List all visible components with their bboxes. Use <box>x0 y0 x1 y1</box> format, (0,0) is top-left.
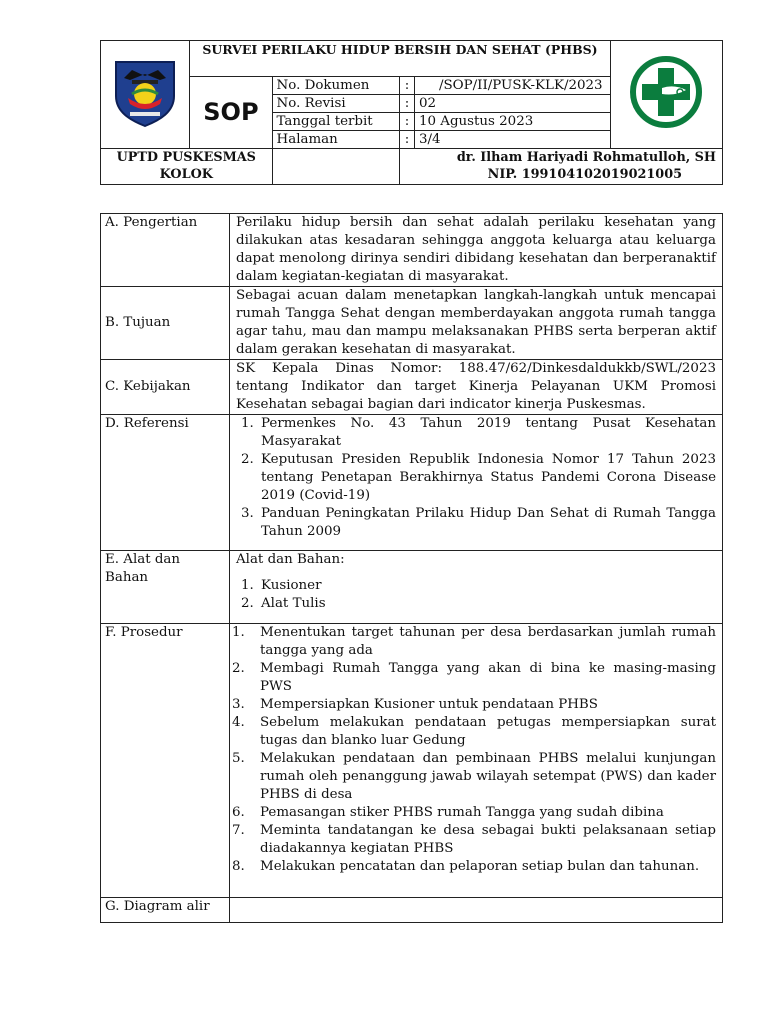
section-prosedur <box>101 624 723 898</box>
list-item: 1. Permenkes No. 43 Tahun 2019 tentang Pusat Kesehatan Masyarakat <box>241 416 716 449</box>
list-item: 2. Keputusan Presiden Republik Indonesia Nomor 17 Tahun 2023 tentang Penetapan Berakhirnya Status Pandemi Corona Disease 2019 (Covid-19) <box>241 452 716 503</box>
page-value: 3/4 <box>414 131 610 149</box>
section-text <box>230 360 723 415</box>
issue-date-label: Tanggal terbit <box>272 113 399 131</box>
page-label: Halaman <box>272 131 399 149</box>
section-label: C. Kebijakan <box>101 360 230 415</box>
section-text <box>230 415 723 551</box>
document-title: SURVEI PERILAKU HIDUP BERSIH DAN SEHAT (PHBS) <box>190 41 610 77</box>
section-text <box>230 214 723 287</box>
puskesmas-logo-cell <box>610 41 722 149</box>
diagram-area <box>230 898 723 923</box>
section-text <box>230 287 723 360</box>
doc-number-value: /SOP/II/PUSK-KLK/2023 <box>414 77 610 95</box>
section-alat <box>101 551 723 624</box>
list-item: 7. Meminta tandatangan ke desa sebagai bukti pelaksanaan setiap diadakannya kegiatan PHBS <box>232 823 716 856</box>
section-text <box>230 551 723 624</box>
section-label: D. Referensi <box>101 415 230 551</box>
section-label: B. Tujuan <box>101 287 230 360</box>
doc-number-colon: : <box>399 77 414 95</box>
issue-date-colon: : <box>399 113 414 131</box>
signature-block <box>399 149 722 185</box>
revision-value: 02 <box>414 95 610 113</box>
puskesmas-logo-icon <box>628 54 704 130</box>
list-item: 2. Alat Tulis <box>241 596 326 611</box>
revision-colon: : <box>399 95 414 113</box>
list-item: 6. Pemasangan stiker PHBS rumah Tangga yang sudah dibina <box>232 805 664 820</box>
regional-logo-cell <box>101 41 190 149</box>
reference-list <box>236 415 716 541</box>
alat-label: E. Alat dan Bahan <box>105 552 181 585</box>
list-item: 3. Panduan Peningkatan Prilaku Hidup Dan Sehat di Rumah Tangga Tahun 2009 <box>241 506 716 539</box>
pengertian-text: Perilaku hidup bersih dan sehat adalah perilaku kesehatan yang dilakukan atas kesadaran sehingga anggota keluarga atau keluarga dapat menolong dirinya sendiri dibidang kesehatan dan berperanaktif dalam kegiatan-kegiatan di masyarakat. <box>236 215 716 284</box>
section-referensi <box>101 415 723 551</box>
signer-nip: NIP. 199104102019021005 <box>487 167 682 182</box>
list-item: 1. Kusioner <box>241 578 322 593</box>
alat-list <box>236 577 716 613</box>
list-item: 4. Sebelum melakukan pendataan petugas mempersiapkan surat tugas dan blanko luar Gedung <box>232 715 716 748</box>
section-pengertian <box>101 214 723 287</box>
empty-cell <box>272 149 399 185</box>
sop-content-table <box>100 213 723 923</box>
sop-label: SOP <box>190 77 272 149</box>
section-kebijakan <box>101 360 723 415</box>
page-colon: : <box>399 131 414 149</box>
issue-date-value: 10 Agustus 2023 <box>414 113 610 131</box>
section-label: G. Diagram alir <box>101 898 230 923</box>
kebijakan-text: SK Kepala Dinas Nomor: 188.47/62/Dinkesdaldukkb/SWL/2023 tentang Indikator dan target Kinerja Pelayanan UKM Promosi Kesehatan sebagai bagian dari indicator kinerja Puskesmas. <box>236 361 716 412</box>
section-label <box>101 551 230 624</box>
tujuan-text: Sebagai acuan dalam menetapkan langkah-langkah untuk mencapai rumah Tangga Sehat dengan memberdayakan anggota rumah tangga agar tahu, mau dan mampu melaksanakan PHBS serta berperan aktif dalam gerakan kesehatan di masyarakat. <box>236 288 716 357</box>
section-label: F. Prosedur <box>101 624 230 898</box>
section-label: A. Pengertian <box>101 214 230 287</box>
list-item: 3. Mempersiapkan Kusioner untuk pendataan PHBS <box>232 697 598 712</box>
list-item: 5. Melakukan pendataan dan pembinaan PHBS melalui kunjungan rumah oleh penanggung jawab wilayah setempat (PWS) dan kader PHBS di desa <box>232 751 716 802</box>
signer-name: dr. Ilham Hariyadi Rohmatulloh, SH <box>456 150 716 165</box>
doc-number-label: No. Dokumen <box>272 77 399 95</box>
section-tujuan <box>101 287 723 360</box>
list-item: 8. Melakukan pencatatan dan pelaporan setiap bulan dan tahunan. <box>232 859 700 874</box>
list-item: 1. Menentukan target tahunan per desa berdasarkan jumlah rumah tangga yang ada <box>232 625 716 658</box>
organization-name: UPTD PUSKESMAS KOLOK <box>101 149 273 185</box>
list-item: 2. Membagi Rumah Tangga yang akan di bina ke masing-masing PWS <box>232 661 716 694</box>
alat-intro: Alat dan Bahan: <box>236 552 345 567</box>
revision-label: No. Revisi <box>272 95 399 113</box>
procedure-list <box>232 624 716 876</box>
regional-emblem-icon <box>110 56 180 128</box>
document-header <box>100 40 723 185</box>
section-text <box>230 624 723 898</box>
section-diagram <box>101 898 723 923</box>
